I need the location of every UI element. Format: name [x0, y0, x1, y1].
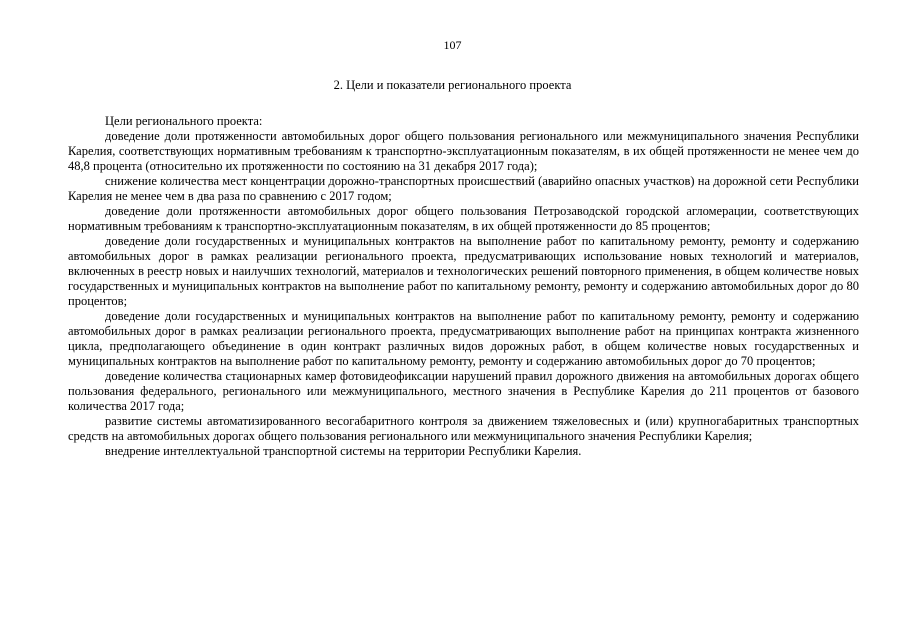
goal-paragraph: снижение количества мест концентрации дорожно-транспортных происшествий (аварийно опасных участков) на дорожной сети Республики Карелия не менее чем в два раза по сравнению с 2017 годом;: [68, 174, 859, 203]
goals-section: [68, 114, 859, 459]
goal-paragraph: доведение доли протяженности автомобильных дорог общего пользования регионального или межмуниципального значения Республики Карелия, соответствующих нормативным требованиям к транспортно-эксплуатационным показателям, в их общей протяженности не менее чем до 48,8 процента (относительно их протяженности по состоянию на 31 декабря 2017 года);: [68, 129, 859, 173]
goals-intro: Цели регионального проекта:: [105, 114, 263, 128]
section-title: 2. Цели и показатели регионального проекта: [333, 78, 572, 92]
goal-paragraph: доведение доли государственных и муниципальных контрактов на выполнение работ по капитальному ремонту, ремонту и содержанию автомобильных дорог в рамках реализации регионального проекта, предусматривающих использование новых технологий и материалов, включенных в реестр новых и наилучших технологий, материалов и технологических решений повторного применения, в общем количестве новых государственных и муниципальных контрактов на выполнение работ по капитальному ремонту, ремонту и содержанию автомобильных дорог до 80 процентов;: [68, 234, 859, 308]
goal-paragraph: доведение количества стационарных камер фотовидеофиксации нарушений правил дорожного движения на автомобильных дорогах общего пользования федерального, регионального или межмуниципального, местного значения в Республике Карелия до 211 процентов от базового количества 2017 года;: [68, 369, 859, 413]
goal-paragraph: доведение доли протяженности автомобильных дорог общего пользования Петрозаводской городской агломерации, соответствующих нормативным требованиям к транспортно-эксплуатационным показателям, в их общей протяженности до 85 процентов;: [68, 204, 859, 233]
page-number: 107: [443, 38, 462, 52]
goal-paragraph: доведение доли государственных и муниципальных контрактов на выполнение работ по капитальному ремонту, ремонту и содержанию автомобильных дорог в рамках реализации регионального проекта, предусматривающих выполнение работ на принципах контракта жизненного цикла, предполагающего объединение в один контракт различных видов дорожных работ, в общем количестве новых государственных и муниципальных контрактов на выполнение работ по капитальному ремонту, ремонту и содержанию автомобильных дорог до 70 процентов;: [68, 309, 859, 368]
goal-paragraph: развитие системы автоматизированного весогабаритного контроля за движением тяжеловесных и (или) крупногабаритных транспортных средств на автомобильных дорогах общего пользования регионального или межмуниципального значения Республики Карелия;: [68, 414, 859, 443]
goal-paragraph: внедрение интеллектуальной транспортной системы на территории Республики Карелия.: [105, 444, 582, 458]
